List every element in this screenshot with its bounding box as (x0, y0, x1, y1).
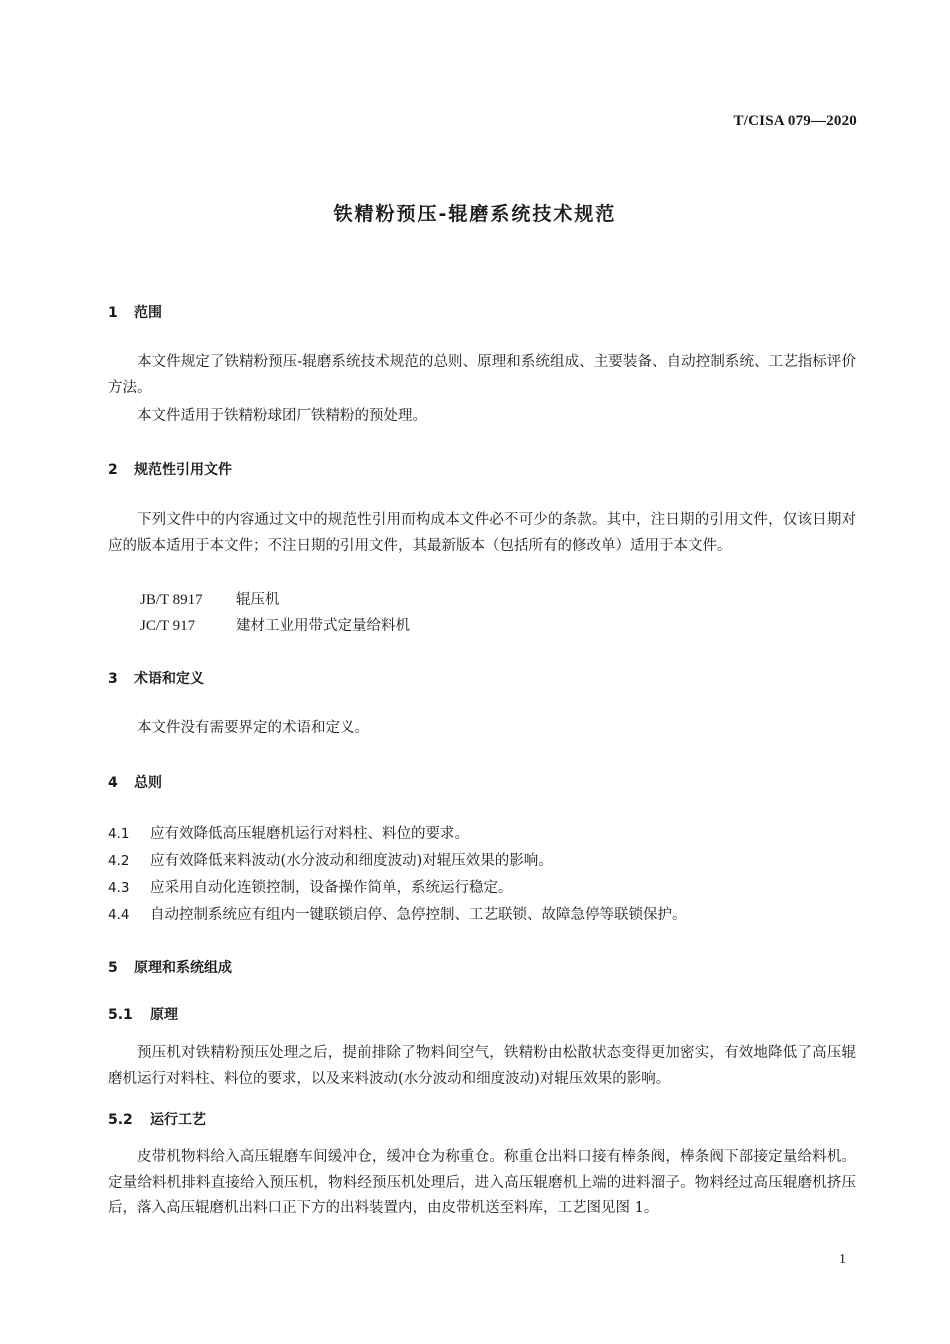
clause-number: 4.4 (108, 907, 130, 923)
subsection-5-2-paragraph: 皮带机物料给入高压辊磨车间缓冲仓，缓冲仓为称重仓。称重仓出料口接有棒条阀，棒条阀下部接定量给料机。定量给料机排料直接给入预压机，物料经预压机处理后，进入高压辊磨机上端的进料溜子。物料经过高压辊磨机挤压后，落入高压辊磨机出料口正下方的出料装置内，由皮带机送至料库，工艺图见图 1。 (108, 1149, 856, 1216)
reference-code: JB/T 8917 (140, 592, 203, 608)
section-title: 原理和系统组成 (134, 960, 232, 976)
subsection-number: 5.2 (108, 1112, 133, 1128)
clause-text: 应有效降低来料波动(水分波动和细度波动)对辊压效果的影响。 (150, 853, 553, 869)
normative-reference (140, 614, 410, 635)
clause-4-2 (108, 849, 553, 870)
subsection-title: 运行工艺 (150, 1112, 206, 1128)
clause-number: 4.1 (108, 826, 130, 842)
section-number: 2 (108, 462, 118, 478)
clause-4-3 (108, 876, 513, 897)
section-1-paragraph-2: 本文件适用于铁精粉球团厂铁精粉的预处理。 (137, 408, 427, 424)
clause-text: 应采用自动化连锁控制，设备操作简单，系统运行稳定。 (150, 880, 513, 896)
subsection-title: 原理 (150, 1007, 178, 1023)
section-1-paragraph-1: 本文件规定了铁精粉预压-辊磨系统技术规范的总则、原理和系统组成、主要装备、自动控制系统、工艺指标评价方法。 (108, 354, 856, 396)
section-number: 1 (108, 305, 118, 321)
clause-text: 应有效降低高压辊磨机运行对料柱、料位的要求。 (150, 826, 469, 842)
clause-text: 自动控制系统应有组内一键联锁启停、急停控制、工艺联锁、故障急停等联锁保护。 (150, 907, 687, 923)
clause-number: 4.3 (108, 880, 130, 896)
clause-4-4 (108, 903, 687, 924)
page-number: 1 (839, 1252, 846, 1267)
subsection-5-1-paragraph: 预压机对铁精粉预压处理之后，提前排除了物料间空气，铁精粉由松散状态变得更加密实，有效地降低了高压辊磨机运行对料柱、料位的要求，以及来料波动(水分波动和细度波动)对辊压效果的影响。 (108, 1045, 856, 1087)
section-number: 4 (108, 775, 118, 791)
section-1-heading (108, 302, 162, 322)
section-number: 3 (108, 671, 118, 687)
section-title: 范围 (134, 305, 162, 321)
section-2-paragraph-1: 下列文件中的内容通过文中的规范性引用而构成本文件必不可少的条款。其中，注日期的引用文件，仅该日期对应的版本适用于本文件；不注日期的引用文件，其最新版本（包括所有的修改单）适用于本文件。 (108, 512, 856, 554)
section-5-heading (108, 957, 232, 977)
reference-name: 建材工业用带式定量给料机 (236, 618, 410, 634)
reference-name: 辊压机 (236, 592, 280, 608)
section-3-paragraph-1: 本文件没有需要界定的术语和定义。 (137, 720, 369, 736)
normative-reference (140, 588, 280, 609)
subsection-number: 5.1 (108, 1007, 133, 1023)
subsection-5-2-heading (108, 1109, 206, 1129)
section-title: 术语和定义 (134, 671, 204, 687)
section-title: 规范性引用文件 (134, 462, 232, 478)
clause-number: 4.2 (108, 853, 130, 869)
clause-4-1 (108, 822, 469, 843)
document-code: T/CISA 079—2020 (733, 113, 857, 129)
section-3-heading (108, 668, 204, 688)
section-title: 总则 (134, 775, 162, 791)
section-2-heading (108, 459, 232, 479)
document-title: 铁精粉预压-辊磨系统技术规范 (333, 203, 617, 225)
reference-code: JC/T 917 (140, 618, 196, 634)
section-4-heading (108, 772, 162, 792)
section-number: 5 (108, 960, 118, 976)
subsection-5-1-heading (108, 1004, 178, 1024)
